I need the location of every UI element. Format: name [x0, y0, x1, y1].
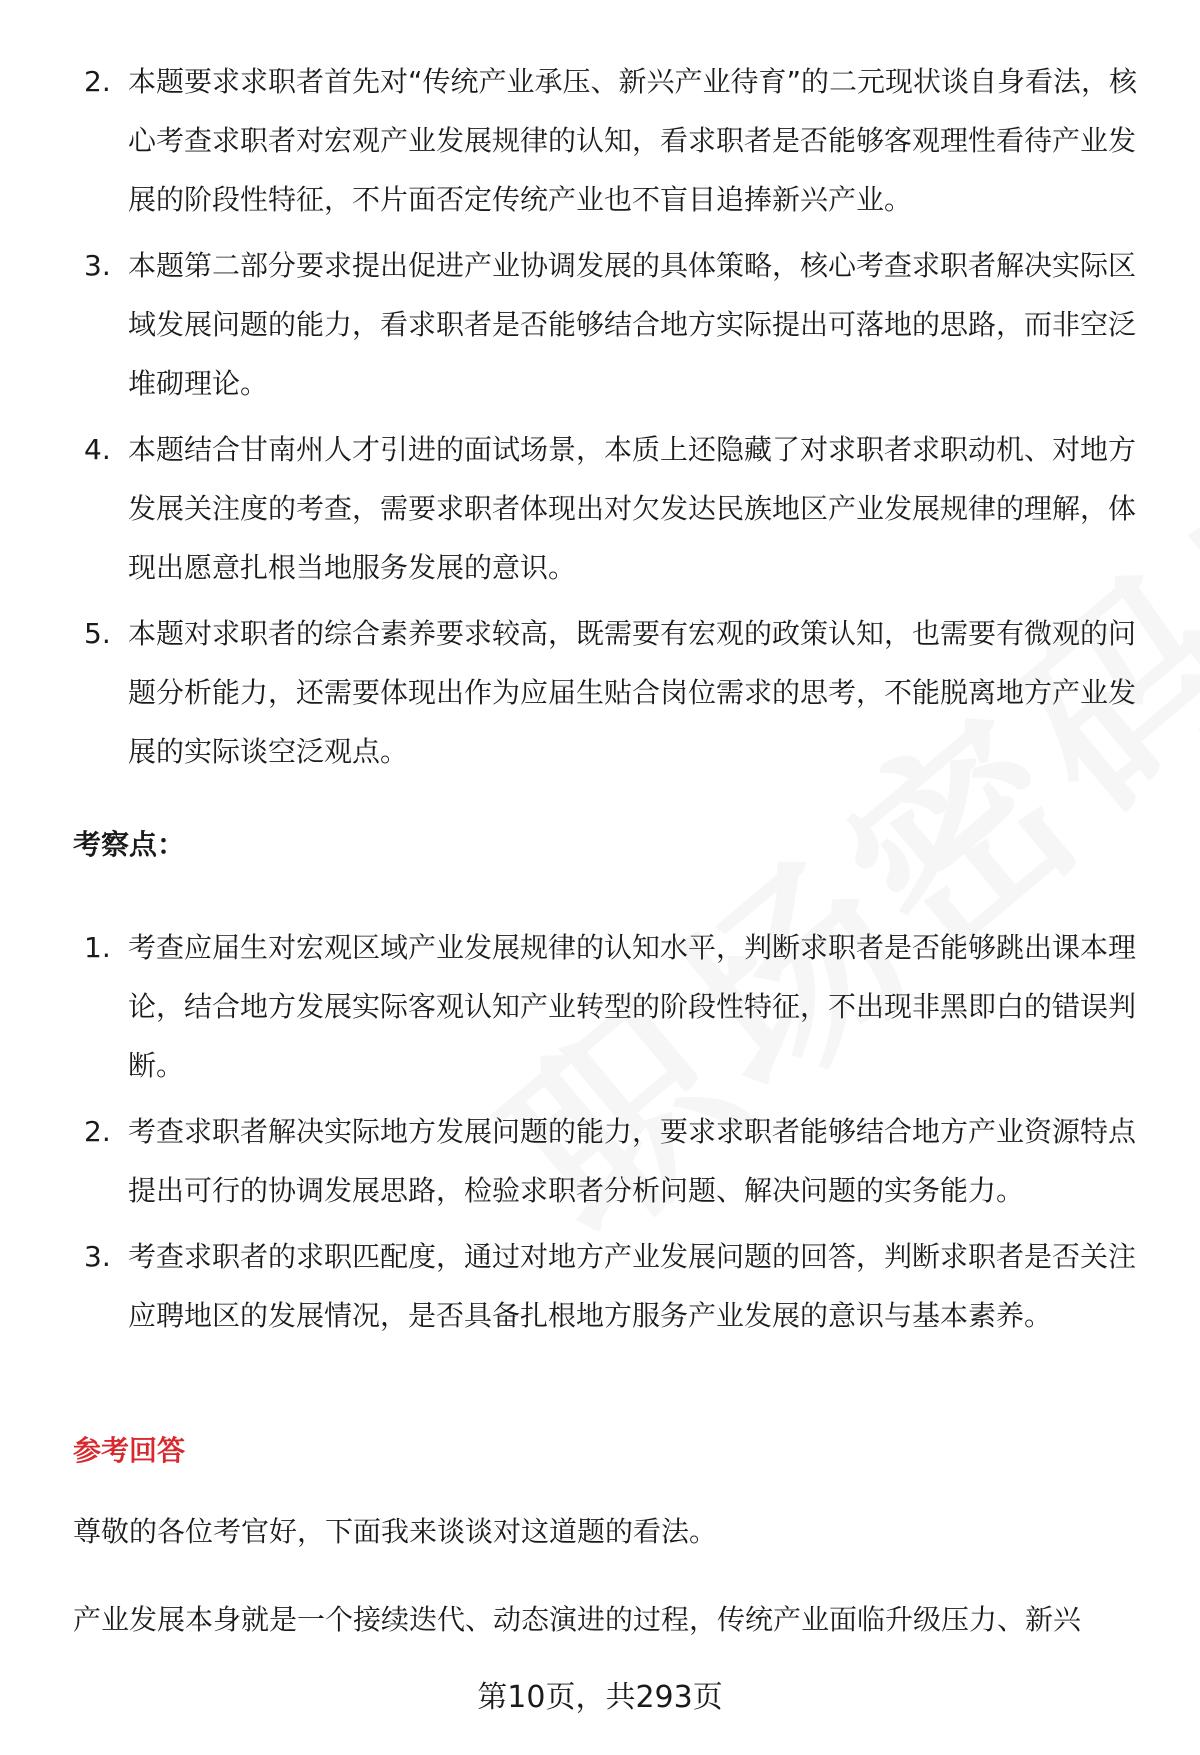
list-item — [0, 52, 1200, 229]
list-item-number: 3. — [84, 249, 111, 282]
list-item-text: 考查求职者的求职匹配度，通过对地方产业发展问题的回答，判断求职者是否关注应聘地区的发展情况，是否具备扎根地方服务产业发展的意识与基本素养。 — [128, 1240, 1137, 1332]
list-item — [0, 236, 1200, 413]
section-heading-assessment: 考察点： — [73, 828, 186, 861]
list-item-text: 考查应届生对宏观区域产业发展规律的认知水平，判断求职者是否能够跳出课本理论，结合地方发展实际客观认知产业转型的阶段性特征，不出现非黑即白的错误判断。 — [128, 931, 1137, 1082]
list-item — [0, 1102, 1200, 1220]
list-item — [0, 604, 1200, 781]
list-item-text: 本题第二部分要求提出促进产业协调发展的具体策略，核心考查求职者解决实际区域发展问题的能力，看求职者是否能够结合地方实际提出可落地的思路，而非空泛堆砌理论。 — [128, 249, 1137, 400]
list-item-number: 4. — [84, 433, 111, 466]
section-heading-reference-answer: 参考回答 — [73, 1434, 186, 1467]
list-item — [0, 1227, 1200, 1345]
list-item — [0, 918, 1200, 1095]
list-item-text: 本题对求职者的综合素养要求较高，既需要有宏观的政策认知，也需要有微观的问题分析能力，还需要体现出作为应届生贴合岗位需求的思考，不能脱离地方产业发展的实际谈空泛观点。 — [128, 617, 1137, 768]
list-item-number: 5. — [84, 617, 111, 650]
list-item-text: 本题要求求职者首先对“传统产业承压、新兴产业待育”的二元现状谈自身看法，核心考查求职者对宏观产业发展规律的认知，看求职者是否能够客观理性看待产业发展的阶段性特征，不片面否定传统产业也不盲目追捧新兴产业。 — [128, 65, 1138, 216]
list-item-text: 考查求职者解决实际地方发展问题的能力，要求求职者能够结合地方产业资源特点提出可行的协调发展思路，检验求职者分析问题、解决问题的实务能力。 — [128, 1115, 1137, 1207]
list-item — [0, 420, 1200, 597]
paragraph: 产业发展本身就是一个接续迭代、动态演进的过程，传统产业面临升级压力、新兴 — [73, 1603, 1082, 1636]
list-item-number: 1. — [84, 931, 111, 964]
page-number: 第10页，共293页 — [477, 1680, 723, 1715]
paragraph: 尊敬的各位考官好，下面我来谈谈对这道题的看法。 — [73, 1515, 718, 1548]
list-item-number: 2. — [84, 65, 111, 98]
list-item-number: 3. — [84, 1240, 111, 1273]
analysis-list — [0, 52, 1200, 788]
assessment-list — [0, 918, 1200, 1352]
list-item-text: 本题结合甘南州人才引进的面试场景，本质上还隐藏了对求职者求职动机、对地方发展关注度的考查，需要求职者体现出对欠发达民族地区产业发展规律的理解，体现出愿意扎根当地服务发展的意识。 — [128, 433, 1137, 584]
list-item-number: 2. — [84, 1115, 111, 1148]
